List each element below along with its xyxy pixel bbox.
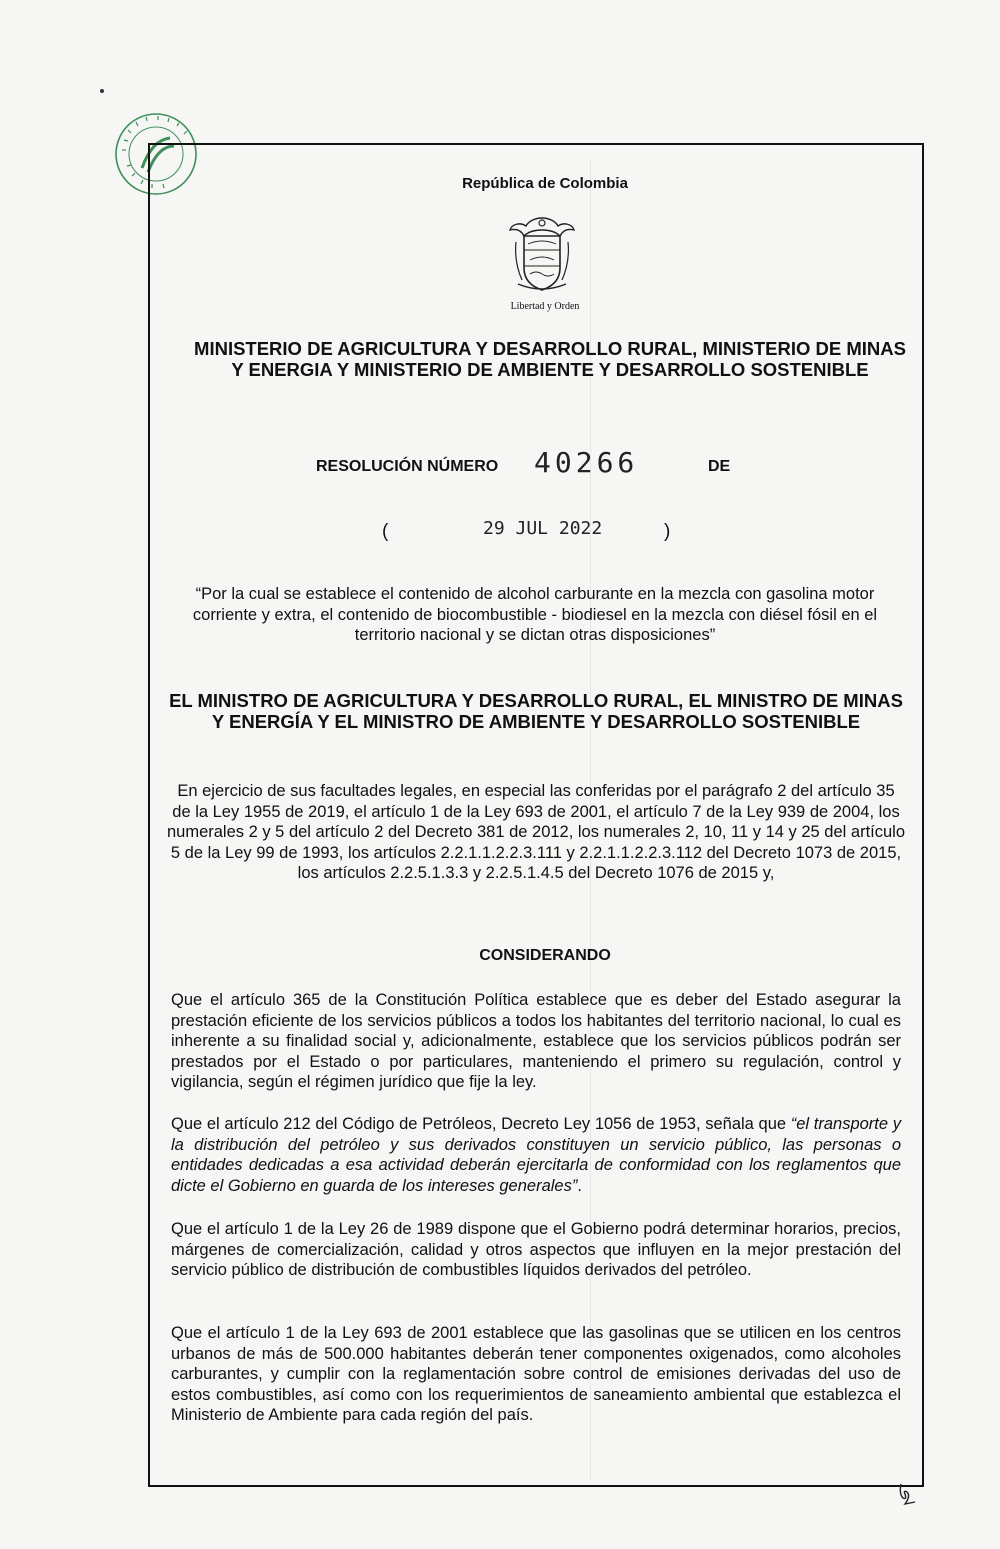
date-close-paren: ) — [664, 521, 671, 542]
considerando-heading: CONSIDERANDO — [479, 947, 611, 964]
paragraph-2-quote: “el transporte y la distribución del petróleo y sus derivados constituyen un servicio público, las personas o entidades dedicadas a esa actividad deberán ejercitarla de conformidad con los reglamentos que dicte el Gobierno en guarda de los intereses generales” — [171, 1115, 901, 1195]
paragraph-2-end: . — [577, 1176, 582, 1195]
resolution-number: 40266 — [534, 446, 639, 479]
legal-powers-paragraph: En ejercicio de sus facultades legales, en especial las conferidas por el parágrafo 2 del artículo 35 de la Ley 1955 de 2019, el artículo 1 de la Ley 693 de 2001, el artículo 7 de la Ley 939 de 2004, los numerales 2 y 5 del artículo 2 del Decreto 381 de 2012, los numerales 2, 10, 11 y 14 y 25 del artículo 5 de la Ley 99 de 1993, los artículos 2.2.1.1.2.2.3.111 y 2.2.1.1.2.2.3.112 del Decreto 1073 de 2015, los artículos 2.2.5.1.3.3 y 2.2.5.1.4.5 del Decreto 1076 de 2015 y, — [166, 782, 906, 882]
considerando-paragraph-4: Que el artículo 1 de la Ley 693 de 2001 establece que las gasolinas que se utilicen en los centros urbanos de más de 500.000 habitantes deberán tener componentes oxigenados, como alcoholes carburantes, y cumplir con la reglamentación sobre control de emisiones derivadas del uso de estos combustibles, así como con los requerimientos de saneamiento ambiental que establezca el Ministerio de Ambiente para cada región del país. — [171, 1324, 901, 1424]
considerando-paragraph-3: Que el artículo 1 de la Ley 26 de 1989 dispone que el Gobierno podrá determinar horarios, precios, márgenes de comercialización, calidad y otros aspectos que influyen en la mejor prestación del servicio público de distribución de combustibles líquidos derivados del petróleo. — [171, 1220, 901, 1279]
resolution-date: 29 JUL 2022 — [483, 518, 603, 539]
ministers-heading: EL MINISTRO DE AGRICULTURA Y DESARROLLO RURAL, EL MINISTRO DE MINAS Y ENERGÍA Y EL MINISTRO DE AMBIENTE Y DESARROLLO SOSTENIBLE — [169, 690, 903, 732]
resolution-subject: “Por la cual se establece el contenido de alcohol carburante en la mezcla con gasolina motor corriente y extra, el contenido de biocombustible - biodiesel en la mezcla con diésel fósil en el territorio nacional y se dictan otras disposiciones” — [192, 585, 878, 644]
handwritten-initial-icon — [893, 1480, 923, 1510]
coat-of-arms-motto: Libertad y Orden — [510, 301, 580, 312]
considerando-paragraph-2 — [171, 1114, 901, 1196]
scan-dot — [100, 89, 104, 93]
resolution-label: RESOLUCIÓN NÚMERO — [316, 458, 499, 475]
date-open-paren: ( — [382, 521, 389, 542]
ministries-heading: MINISTERIO DE AGRICULTURA Y DESARROLLO RURAL, MINISTERIO DE MINAS Y ENERGIA Y MINISTERIO DE AMBIENTE Y DESARROLLO SOSTENIBLE — [194, 338, 906, 380]
colombia-coat-of-arms-icon — [506, 214, 578, 296]
paragraph-2-intro: Que el artículo 212 del Código de Petróleos, Decreto Ley 1056 de 1953, señala que — [171, 1115, 791, 1133]
resolution-de-label: DE — [708, 458, 731, 475]
republic-heading: República de Colombia — [462, 175, 628, 192]
considerando-paragraph-1: Que el artículo 365 de la Constitución Política establece que es deber del Estado asegurar la prestación eficiente de los servicios públicos a todos los habitantes del territorio nacional, lo cual es inherente a su finalidad social y, adicionalmente, establece que los servicios públicos podrán ser prestados por el Estado o por particulares, manteniendo el primero su regulación, control y vigilancia, según el régimen jurídico que fije la ley. — [171, 991, 901, 1091]
